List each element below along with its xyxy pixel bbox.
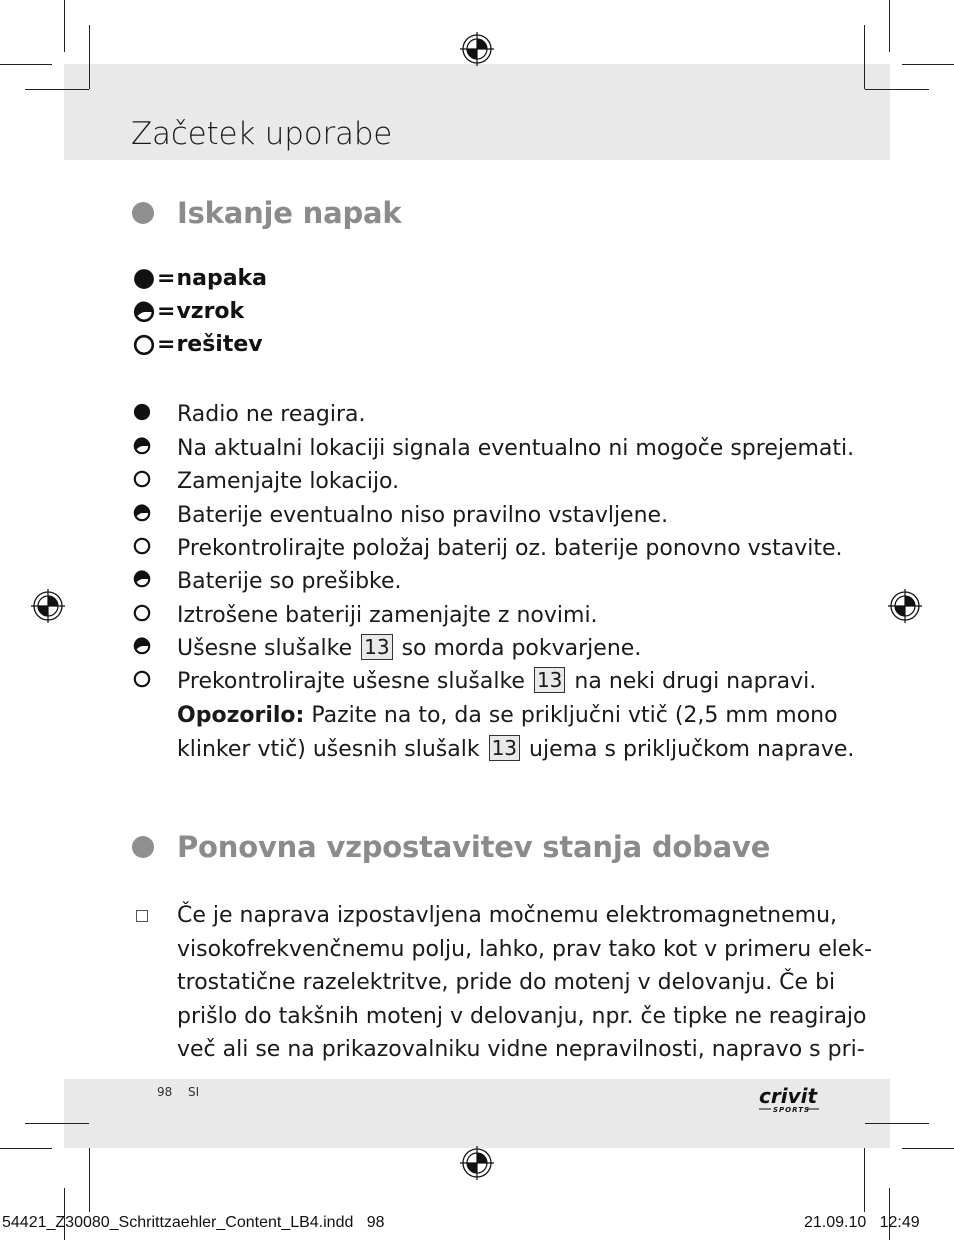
- warning-text: klinker vtič) ušesnih slušalk: [177, 736, 480, 762]
- half-circle-icon: [133, 637, 151, 655]
- legend-row-solution: [133, 332, 263, 357]
- svg-text:SPORTS: SPORTS: [773, 1106, 811, 1114]
- item-text: Prekontrolirajte položaj baterij oz. baterije ponovno vstavite.: [177, 536, 843, 561]
- paragraph-line: trostatične razelektritve, pride do motenj v delovanju. Če bi: [177, 970, 836, 995]
- half-circle-icon: [133, 570, 151, 588]
- warning-text: Pazite na to, da se priključni vtič (2,5 mm mono: [311, 703, 838, 728]
- slug-datetime: 21.09.10 12:49: [804, 1214, 920, 1231]
- list-item: [133, 599, 858, 628]
- list-item: [133, 565, 858, 594]
- open-circle-icon: [133, 670, 151, 688]
- open-circle-icon: [133, 334, 155, 356]
- section-heading-reset: [132, 830, 770, 864]
- item-text: Baterije eventualno niso pravilno vstavljene.: [177, 503, 669, 528]
- filled-circle-icon: [133, 403, 151, 421]
- list-item: [133, 432, 858, 461]
- section-bullet-icon: [132, 202, 154, 224]
- list-item: [133, 465, 858, 494]
- warning-note: [177, 699, 855, 766]
- crivit-logo: [757, 1082, 823, 1118]
- registration-mark-icon: [460, 1146, 494, 1180]
- legend-label: rešitev: [176, 332, 263, 357]
- section-title: Iskanje napak: [177, 196, 402, 230]
- checkbox-bullet-icon: [136, 910, 148, 922]
- item-text: [177, 632, 641, 666]
- item-text: Baterije so prešibke.: [177, 569, 402, 594]
- page-title: Začetek uporabe: [131, 116, 393, 152]
- paragraph-line: Če je naprava izpostavljena močnemu elektromagnetnemu,: [177, 903, 838, 928]
- warning-text: ujema s priključkom naprave.: [529, 736, 855, 762]
- part-reference: 13: [489, 735, 520, 761]
- paragraph-line: več ali se na prikazovalniku vidne nepravilnosti, napravo s pri-: [177, 1037, 865, 1062]
- open-circle-icon: [133, 604, 151, 622]
- item-text: Iztrošene bateriji zamenjajte z novimi.: [177, 603, 598, 628]
- open-circle-icon: [133, 537, 151, 555]
- list-item: [133, 532, 858, 561]
- section-title: Ponovna vzpostavitev stanja dobave: [177, 830, 771, 864]
- item-text: Radio ne reagira.: [177, 402, 366, 427]
- legend-equals: =: [157, 266, 176, 291]
- legend-equals: =: [157, 299, 176, 324]
- language-code: SI: [188, 1085, 200, 1099]
- legend-label: napaka: [176, 266, 268, 291]
- reset-paragraph: [177, 899, 873, 1067]
- section-heading-troubleshooting: [132, 196, 402, 230]
- item-text-before: Ušesne slušalke: [177, 636, 353, 661]
- registration-mark-icon: [31, 589, 65, 623]
- item-text-after: so morda pokvarjene.: [401, 636, 642, 661]
- list-item: [133, 398, 858, 427]
- half-circle-icon: [133, 437, 151, 455]
- section-bullet-icon: [132, 836, 154, 858]
- list-item: [133, 632, 858, 661]
- page-number: 98: [157, 1085, 173, 1099]
- filled-circle-icon: [133, 268, 155, 290]
- item-text: [177, 665, 816, 699]
- legend-label: vzrok: [176, 299, 245, 324]
- open-circle-icon: [133, 470, 151, 488]
- part-reference: 13: [361, 634, 392, 660]
- slug-filename: 54421_Z30080_Schrittzaehler_Content_LB4.indd 98: [2, 1214, 385, 1231]
- part-reference: 13: [534, 667, 565, 693]
- item-text-before: Prekontrolirajte ušesne slušalke: [177, 669, 525, 694]
- warning-label: Opozorilo:: [177, 703, 305, 728]
- list-item: [133, 665, 858, 694]
- legend-row-error: [133, 266, 267, 291]
- registration-mark-icon: [460, 32, 494, 66]
- item-text-after: na neki drugi napravi.: [574, 669, 817, 694]
- svg-text:crivit: crivit: [759, 1084, 818, 1108]
- registration-mark-icon: [888, 589, 922, 623]
- legend-equals: =: [157, 332, 176, 357]
- half-circle-icon: [133, 504, 151, 522]
- item-text: Na aktualni lokaciji signala eventualno ni mogoče sprejemati.: [177, 436, 855, 461]
- half-circle-icon: [133, 301, 155, 323]
- paragraph-line: visokofrekvenčnemu polju, lahko, prav tako kot v primeru elek-: [177, 936, 873, 962]
- legend-row-cause: [133, 299, 244, 324]
- item-text: Zamenjajte lokacijo.: [177, 469, 400, 494]
- list-item: [133, 499, 858, 528]
- paragraph-line: prišlo do takšnih motenj v delovanju, npr. če tipke ne reagirajo: [177, 1003, 867, 1029]
